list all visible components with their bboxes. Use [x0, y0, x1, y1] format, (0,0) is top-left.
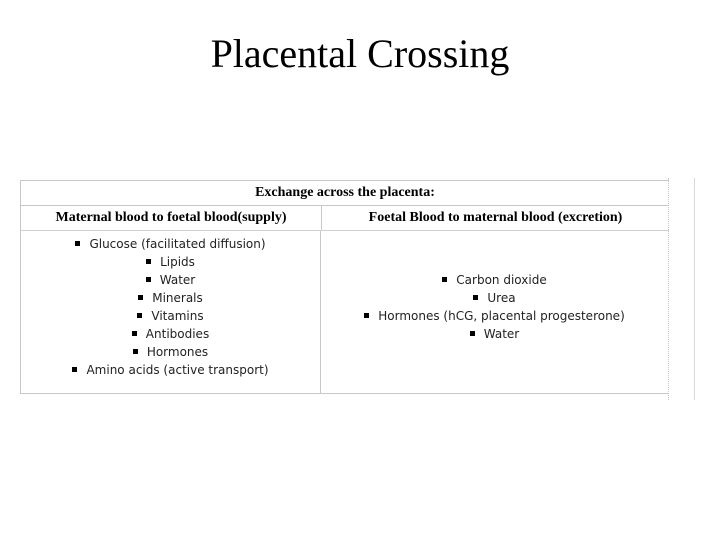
- supply-list: [21, 235, 320, 379]
- list-item-label: Hormones (hCG, placental progesterone): [378, 309, 625, 323]
- list-item: [21, 361, 320, 379]
- list-item: [21, 271, 320, 289]
- list-item: [321, 271, 668, 289]
- square-bullet-icon: [442, 277, 447, 282]
- table-body-row: [21, 231, 669, 393]
- slide-title: Placental Crossing: [210, 31, 510, 76]
- list-item-label: Water: [159, 273, 196, 287]
- excretion-list: [321, 271, 668, 343]
- list-item: [21, 343, 320, 361]
- square-bullet-icon: [72, 367, 77, 372]
- list-item: [21, 235, 320, 253]
- header-foetal-to-maternal: Foetal Blood to maternal blood (excretion): [368, 210, 623, 225]
- square-bullet-icon: [146, 259, 151, 264]
- square-bullet-icon: [138, 295, 143, 300]
- square-bullet-icon: [473, 295, 478, 300]
- list-item-label: Lipids: [160, 255, 195, 269]
- list-item-label: Hormones: [146, 345, 209, 359]
- header-maternal-to-foetal: Maternal blood to foetal blood(supply): [21, 206, 322, 230]
- list-item-label: Urea: [487, 291, 516, 305]
- table-right-edge: [668, 178, 695, 400]
- table-caption: Exchange across the placenta:: [21, 181, 669, 206]
- supply-cell: [21, 231, 321, 393]
- list-item: [21, 325, 320, 343]
- list-item: [21, 289, 320, 307]
- list-item-label: Carbon dioxide: [456, 273, 547, 287]
- table-header-row: [21, 206, 669, 231]
- square-bullet-icon: [132, 331, 137, 336]
- list-item-label: Glucose (facilitated diffusion): [89, 237, 266, 251]
- list-item-label: Minerals: [152, 291, 203, 305]
- square-bullet-icon: [364, 313, 369, 318]
- list-item: [321, 325, 668, 343]
- exchange-table: [20, 180, 669, 394]
- square-bullet-icon: [75, 241, 80, 246]
- list-item: [21, 307, 320, 325]
- list-item-label: Amino acids (active transport): [86, 363, 269, 377]
- square-bullet-icon: [470, 331, 475, 336]
- square-bullet-icon: [146, 277, 151, 282]
- list-item-label: Water: [483, 327, 520, 341]
- list-item: [321, 289, 668, 307]
- list-item-label: Antibodies: [145, 327, 210, 341]
- list-item: [321, 307, 668, 325]
- excretion-cell: [321, 231, 668, 393]
- square-bullet-icon: [133, 349, 138, 354]
- list-item: [21, 253, 320, 271]
- square-bullet-icon: [137, 313, 142, 318]
- list-item-label: Vitamins: [151, 309, 204, 323]
